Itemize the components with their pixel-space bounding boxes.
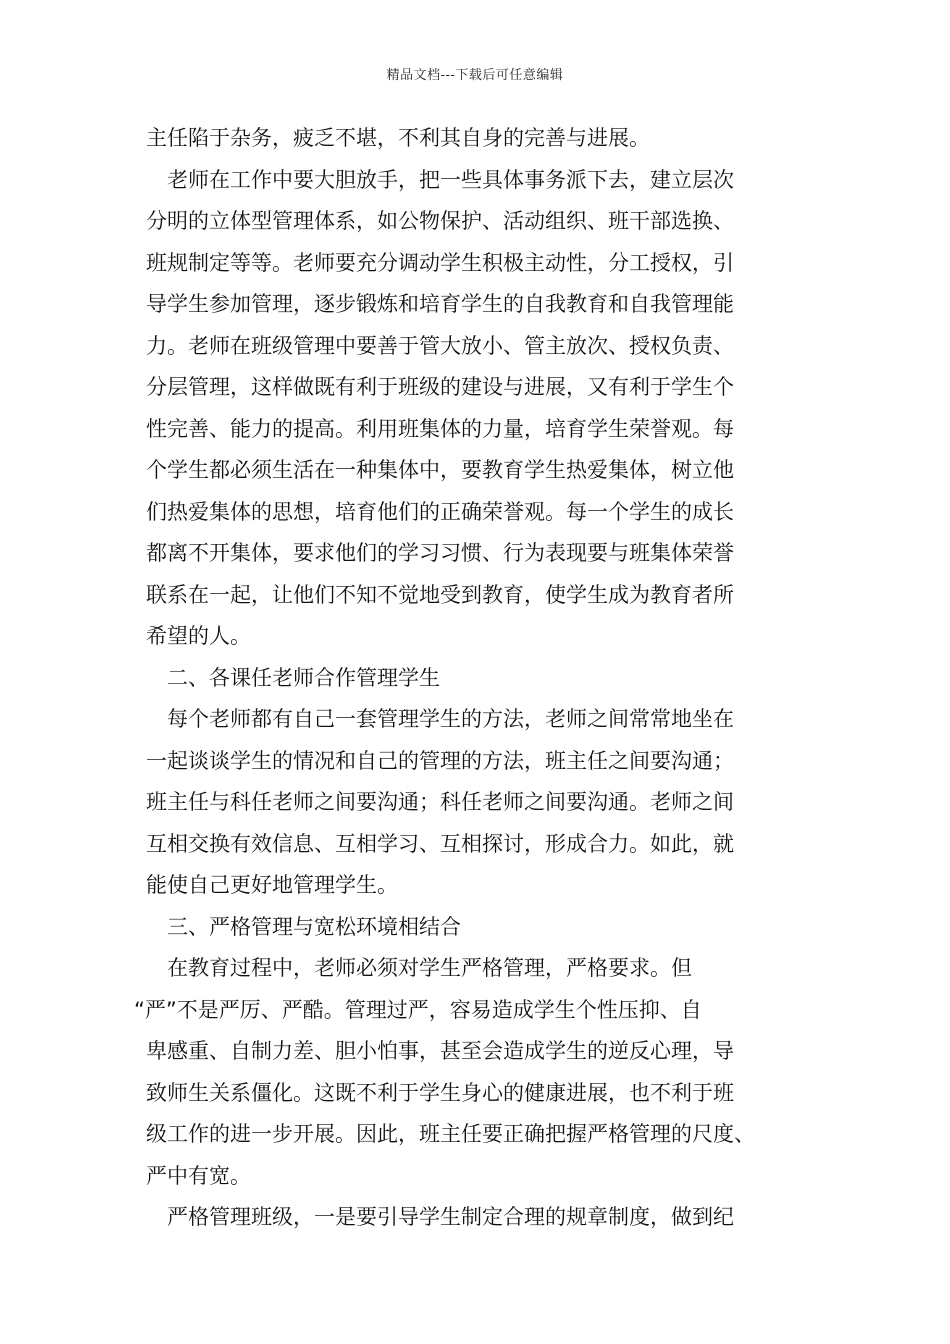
text-line: “严”不是严厉、严酷。管理过严，容易造成学生个性压抑、自 (134, 997, 702, 1022)
text-line: 都离不开集体，要求他们的学习习惯、行为表现要与班集体荣誉 (146, 541, 734, 565)
section-heading: 三、严格管理与宽松环境相结合 (167, 914, 461, 939)
text-line: 互相交换有效信息、互相学习、互相探讨，形成合力。如此，就 (146, 831, 734, 856)
text-line: 卑感重、自制力差、胆小怕事，甚至会造成学生的逆反心理，导 (146, 1039, 734, 1063)
text-line: 严格管理班级，一是要引导学生制定合理的规章制度，做到纪 (167, 1205, 734, 1229)
page-header: 精品文档---下载后可任意编辑 (386, 68, 564, 83)
text-line: 性完善、能力的提高。利用班集体的力量，培育学生荣誉观。每 (146, 416, 734, 441)
section-heading: 二、各课任老师合作管理学生 (167, 665, 440, 690)
text-line: 班规制定等等。老师要充分调动学生积极主动性，分工授权，引 (146, 250, 734, 275)
text-line: 每个老师都有自己一套管理学生的方法，老师之间常常地坐在 (167, 707, 734, 731)
text-line: 个学生都必须生活在一种集体中，要教育学生热爱集体，树立他 (146, 458, 734, 482)
text-line: 联系在一起，让他们不知不觉地受到教育，使学生成为教育者所 (146, 582, 734, 607)
text-line: 严中有宽。 (146, 1163, 251, 1188)
text-line: 力。老师在班级管理中要善于管大放小、管主放次、授权负责、 (146, 333, 734, 358)
text-line: 导学生参加管理，逐步锻炼和培育学生的自我教育和自我管理能 (146, 292, 734, 316)
text-line: 在教育过程中，老师必须对学生严格管理，严格要求。但 (167, 956, 692, 980)
text-line: 致师生关系僵化。这既不利于学生身心的健康进展，也不利于班 (146, 1080, 734, 1105)
text-line: 希望的人。 (146, 624, 251, 648)
document-body (134, 118, 786, 1239)
text-line: 老师在工作中要大胆放手，把一些具体事务派下去，建立层次 (167, 167, 734, 192)
text-line: 一起谈谈学生的情况和自己的管理的方法，班主任之间要沟通； (146, 748, 734, 773)
text-line: 主任陷于杂务，疲乏不堪，不利其自身的完善与进展。 (146, 126, 650, 150)
text-line: 能使自己更好地管理学生。 (146, 873, 398, 897)
text-line: 分明的立体型管理体系，如公物保护、活动组织、班干部选换、 (146, 209, 734, 233)
text-line: 们热爱集体的思想，培育他们的正确荣誉观。每一个学生的成长 (146, 499, 734, 524)
text-line: 分层管理，这样做既有利于班级的建设与进展，又有利于学生个 (146, 375, 734, 399)
text-line: 班主任与科任老师之间要沟通；科任老师之间要沟通。老师之间 (146, 790, 734, 814)
text-line: 级工作的进一步开展。因此，班主任要正确把握严格管理的尺度、 (146, 1122, 755, 1146)
